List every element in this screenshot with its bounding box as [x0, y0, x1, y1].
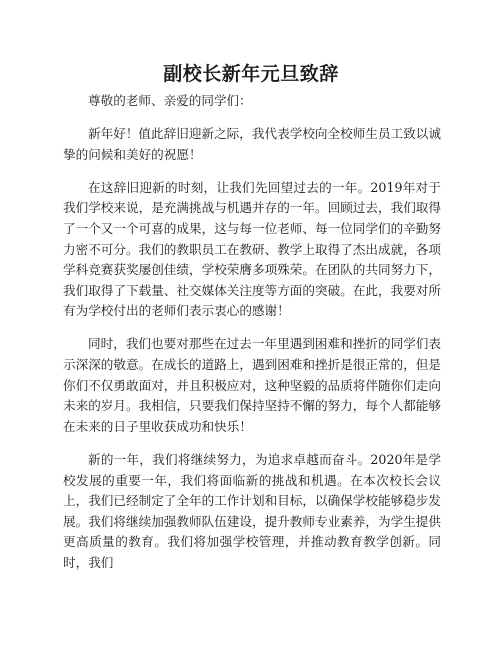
- paragraph-review-past-year: 在这辞旧迎新的时刻，让我们先回望过去的一年。2019年对于我们学校来说，是充满挑战与机遇并存的一年。回顾过去，我们取得了一个又一个可喜的成果，这与每一位老师、每一位同学们的辛勤努力密不可分。我们的教职员工在教研、教学上取得了杰出成就，各项学科竞赛获奖屡创佳绩，学校荣膺多项殊荣。在团队的共同努力下，我们取得了下载量、社交媒体关注度等方面的突破。在此，我要对所有为学校付出的老师们表示衷心的感谢！: [63, 179, 441, 319]
- document-title: 副校长新年元旦致辞: [163, 63, 339, 85]
- greeting-paragraph: 尊敬的老师、亲爱的同学们：: [88, 93, 252, 108]
- paragraph-new-year-wishes: 新年好！值此辞旧迎新之际，我代表学校向全校师生员工致以诚挚的问候和美好的祝愿！: [63, 126, 441, 162]
- document-body: [63, 91, 441, 573]
- paragraph-respect-students: 同时，我们也要对那些在过去一年里遇到困难和挫折的同学们表示深深的敬意。在成长的道路上，遇到困难和挫折是很正常的，但是你们不仅勇敢面对，并且积极应对，这种坚毅的品质将伴随你们走向未来的岁月。我相信，只要我们保持坚持不懈的努力，每个人都能够在未来的日子里收获成功和快乐！: [63, 336, 441, 434]
- paragraph-new-year-plans: 新的一年，我们将继续努力，为追求卓越而奋斗。2020年是学校发展的重要一年，我们将面临新的挑战和机遇。在本次校长会议上，我们已经制定了全年的工作计划和目标，以确保学校能够稳步发展。我们将继续加强教师队伍建设，提升教师专业素养，为学生提供更高质量的教育。我们将加强学校管理，并推动教育教学创新。同时，我们: [63, 451, 441, 570]
